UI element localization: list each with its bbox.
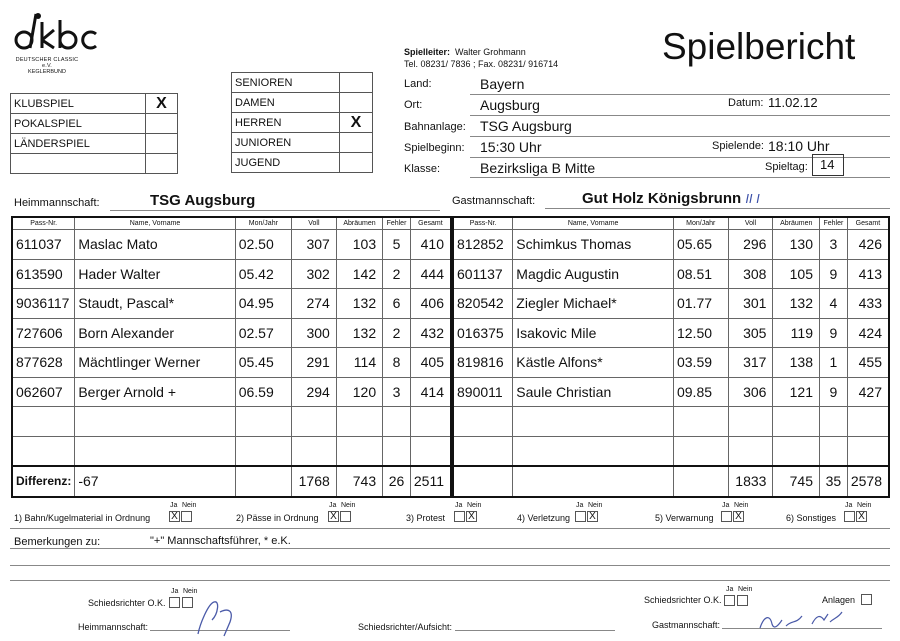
voll-cell: 317 <box>728 348 773 378</box>
gesamt-cell: 413 <box>847 259 889 289</box>
gesamt-cell: 432 <box>410 318 451 348</box>
monjahr-cell <box>235 436 291 466</box>
abr-cell: 105 <box>773 259 820 289</box>
gast-player-row <box>453 377 889 407</box>
check-label: 3) Protest <box>406 513 446 523</box>
diff-value: -67 <box>75 466 235 497</box>
name-cell: Ziegler Michael* <box>513 289 674 319</box>
land-value: Bayern <box>480 76 525 92</box>
name-cell: Staudt, Pascal* <box>75 289 235 319</box>
col-fehler: Fehler <box>383 217 411 230</box>
gast-header-row <box>453 217 889 230</box>
nein-checkbox[interactable]: X <box>587 511 598 522</box>
abr-cell <box>773 436 820 466</box>
col-voll: Voll <box>291 217 336 230</box>
klasse-row: DAMEN <box>232 93 373 113</box>
gesamt-cell <box>847 407 889 437</box>
monjahr-cell: 05.45 <box>235 348 291 378</box>
klasse-mark <box>340 93 373 113</box>
fehler-cell: 3 <box>819 230 847 260</box>
abr-cell: 132 <box>773 289 820 319</box>
heim-player-row <box>12 289 451 319</box>
fehler-cell: 6 <box>383 289 411 319</box>
col-abr: Abräumen <box>336 217 382 230</box>
monjahr-cell: 12.50 <box>673 318 728 348</box>
bemerkungen-label: Bemerkungen zu: <box>14 536 101 548</box>
abr-cell <box>773 407 820 437</box>
name-cell: Born Alexander <box>75 318 235 348</box>
gast-total-row <box>453 466 889 497</box>
pass-nr-cell: 062607 <box>12 377 75 407</box>
gesamt-cell: 455 <box>847 348 889 378</box>
gast-player-row <box>453 407 889 437</box>
ja-checkbox[interactable]: X <box>169 511 180 522</box>
gesamt-cell: 405 <box>410 348 451 378</box>
col-name: Name, Vorname <box>75 217 235 230</box>
klasse-mark <box>340 153 373 173</box>
heim-total-row <box>12 466 451 497</box>
heim-total-fehler: 26 <box>383 466 411 497</box>
nein-label: Nein <box>738 586 753 593</box>
voll-cell <box>728 407 773 437</box>
pass-nr-cell: 611037 <box>12 230 75 260</box>
monjahr-cell: 08.51 <box>673 259 728 289</box>
gast-team-name: Gut Holz Königsbrunn <box>582 190 742 207</box>
spielart-mark <box>146 154 178 174</box>
spielart-mark <box>146 134 178 154</box>
monjahr-cell: 06.59 <box>235 377 291 407</box>
spielart-mark <box>146 114 178 134</box>
spielart-mark: X <box>146 94 178 114</box>
gast-player-row <box>453 436 889 466</box>
nein-checkbox[interactable]: X <box>856 511 867 522</box>
aufsicht-sign-label: Schiedsrichter/Aufsicht: <box>358 622 453 632</box>
anlagen-label: Anlagen <box>822 595 856 605</box>
gast-player-row <box>453 318 889 348</box>
gesamt-cell: 426 <box>847 230 889 260</box>
gast-team-suffix: II I <box>745 191 760 206</box>
heim-sign-label: Heimmannschaft: <box>78 622 149 632</box>
klasse-mark <box>340 73 373 93</box>
nein-label: Nein <box>734 502 749 509</box>
gast-total-fehler: 35 <box>819 466 847 497</box>
nein-label: Nein <box>857 502 872 509</box>
fehler-cell <box>819 436 847 466</box>
klasse-mark: X <box>340 113 373 133</box>
fehler-cell: 9 <box>819 318 847 348</box>
name-cell: Magdic Augustin <box>513 259 674 289</box>
ja-label: Ja <box>576 502 584 509</box>
nein-checkbox[interactable] <box>340 511 351 522</box>
gast-total-voll: 1833 <box>728 466 773 497</box>
fehler-cell <box>819 407 847 437</box>
gesamt-cell: 427 <box>847 377 889 407</box>
gast-player-row <box>453 348 889 378</box>
heim-player-row <box>12 377 451 407</box>
datum-label: Datum: <box>728 97 764 109</box>
voll-cell: 301 <box>728 289 773 319</box>
monjahr-cell: 02.50 <box>235 230 291 260</box>
voll-cell: 274 <box>291 289 336 319</box>
gesamt-cell <box>847 436 889 466</box>
pass-nr-cell <box>453 436 513 466</box>
monjahr-cell: 01.77 <box>673 289 728 319</box>
klasse-value: Bezirksliga B Mitte <box>480 160 596 176</box>
voll-cell <box>291 436 336 466</box>
ort-label: Ort: <box>404 99 423 111</box>
check-label: 1) Bahn/Kugelmaterial in Ordnung <box>14 513 151 523</box>
name-cell: Isakovic Mile <box>513 318 674 348</box>
abr-cell <box>336 436 382 466</box>
col-pass: Pass-Nr. <box>453 217 513 230</box>
spielleiter-contact: Tel. 08231/ 7836 ; Fax. 08231/ 916714 <box>404 59 559 69</box>
kegel-logo-icon <box>12 10 102 52</box>
monjahr-cell: 04.95 <box>235 289 291 319</box>
voll-cell: 307 <box>291 230 336 260</box>
ja-label: Ja <box>170 502 178 509</box>
abr-cell: 142 <box>336 259 382 289</box>
col-gesamt: Gesamt <box>847 217 889 230</box>
heim-player-row <box>12 348 451 378</box>
monjahr-cell: 02.57 <box>235 318 291 348</box>
voll-cell: 305 <box>728 318 773 348</box>
ja-label: Ja <box>722 502 730 509</box>
fehler-cell: 3 <box>383 377 411 407</box>
heim-total-voll: 1768 <box>291 466 336 497</box>
abr-cell <box>336 407 382 437</box>
gast-score-table <box>452 216 890 498</box>
fehler-cell: 8 <box>383 348 411 378</box>
gesamt-cell: 410 <box>410 230 451 260</box>
heim-signature-icon <box>190 594 250 638</box>
klasse-row: SENIOREN <box>232 73 373 93</box>
gesamt-cell: 406 <box>410 289 451 319</box>
nein-checkbox[interactable]: X <box>733 511 744 522</box>
pass-nr-cell <box>12 407 75 437</box>
col-name: Name, Vorname <box>513 217 674 230</box>
ja-label: Ja <box>171 588 179 595</box>
fehler-cell <box>383 436 411 466</box>
col-fehler: Fehler <box>819 217 847 230</box>
name-cell <box>513 407 674 437</box>
schiri-ok-label-left: Schiedsrichter O.K. <box>88 598 166 608</box>
heim-header-row <box>12 217 451 230</box>
abr-cell: 130 <box>773 230 820 260</box>
voll-cell: 302 <box>291 259 336 289</box>
name-cell <box>75 436 235 466</box>
name-cell: Berger Arnold + <box>75 377 235 407</box>
fehler-cell: 1 <box>819 348 847 378</box>
monjahr-cell: 05.65 <box>673 230 728 260</box>
col-monjahr: Mon/Jahr <box>235 217 291 230</box>
pass-nr-cell: 9036117 <box>12 289 75 319</box>
spielbeginn-value: 15:30 Uhr <box>480 139 542 155</box>
bemerkungen-text: "+" Mannschaftsführer, * e.K. <box>150 535 291 547</box>
nein-label: Nein <box>341 502 356 509</box>
ja-checkbox[interactable] <box>575 511 586 522</box>
col-abr: Abräumen <box>773 217 820 230</box>
check-label: 2) Pässe in Ordnung <box>236 513 319 523</box>
check-label: 5) Verwarnung <box>655 513 714 523</box>
nein-checkbox[interactable]: X <box>466 511 477 522</box>
pass-nr-cell: 820542 <box>453 289 513 319</box>
heim-player-row <box>12 318 451 348</box>
name-cell: Maslac Mato <box>75 230 235 260</box>
monjahr-cell <box>673 436 728 466</box>
klasse-mark <box>340 133 373 153</box>
name-cell: Kästle Alfons* <box>513 348 674 378</box>
abr-cell: 132 <box>336 289 382 319</box>
gast-player-row <box>453 289 889 319</box>
gast-player-row <box>453 259 889 289</box>
pass-nr-cell: 601137 <box>453 259 513 289</box>
voll-cell: 294 <box>291 377 336 407</box>
pass-nr-cell: 877628 <box>12 348 75 378</box>
spielart-row: POKALSPIEL <box>11 114 178 134</box>
gesamt-cell <box>410 436 451 466</box>
ja-label: Ja <box>329 502 337 509</box>
spielleiter-label: Spielleiter: <box>404 47 451 57</box>
spieltag-value: 14 <box>820 157 835 172</box>
ja-checkbox[interactable] <box>844 511 855 522</box>
page-title: Spielbericht <box>662 26 856 67</box>
gast-signature-icon <box>756 606 846 636</box>
spielart-row: LÄNDERSPIEL <box>11 134 178 154</box>
klasse-label: Klasse: <box>404 163 441 175</box>
voll-cell: 300 <box>291 318 336 348</box>
monjahr-cell: 03.59 <box>673 348 728 378</box>
spielende-label: Spielende: <box>712 140 764 152</box>
gast-label: Gastmannschaft: <box>452 195 536 207</box>
voll-cell <box>728 436 773 466</box>
heim-player-row <box>12 436 451 466</box>
spielleiter-line <box>404 47 526 57</box>
abr-cell: 103 <box>336 230 382 260</box>
logo-line1: DEUTSCHER CLASSIC e.V. <box>15 57 79 69</box>
monjahr-cell: 09.85 <box>673 377 728 407</box>
ja-checkbox[interactable] <box>454 511 465 522</box>
anlagen-checkbox[interactable] <box>861 594 872 605</box>
fehler-cell: 2 <box>383 259 411 289</box>
land-label: Land: <box>404 78 432 90</box>
bahnanlage-value: TSG Augsburg <box>480 118 572 134</box>
pass-nr-cell: 016375 <box>453 318 513 348</box>
name-cell: Saule Christian <box>513 377 674 407</box>
logo-line2: KEGLERBUND <box>28 69 66 75</box>
check-label: 4) Verletzung <box>517 513 571 523</box>
name-cell: Schimkus Thomas <box>513 230 674 260</box>
fehler-cell: 4 <box>819 289 847 319</box>
abr-cell: 119 <box>773 318 820 348</box>
schiri-ok-ja-right[interactable] <box>724 595 735 606</box>
gast-total-abr: 745 <box>773 466 820 497</box>
heim-team: TSG Augsburg <box>150 192 256 209</box>
gesamt-cell: 414 <box>410 377 451 407</box>
pass-nr-cell: 812852 <box>453 230 513 260</box>
fehler-cell: 2 <box>383 318 411 348</box>
gast-sign-label: Gastmannschaft: <box>652 620 721 630</box>
monjahr-cell: 05.42 <box>235 259 291 289</box>
monjahr-cell <box>235 407 291 437</box>
abr-cell: 114 <box>336 348 382 378</box>
pass-nr-cell <box>453 407 513 437</box>
voll-cell: 291 <box>291 348 336 378</box>
nein-label: Nein <box>183 588 198 595</box>
gesamt-cell: 433 <box>847 289 889 319</box>
spielbeginn-label: Spielbeginn: <box>404 142 465 154</box>
spielleiter-name: Walter Grohmann <box>455 47 526 57</box>
pass-nr-cell: 890011 <box>453 377 513 407</box>
klasse-row: HERREN X <box>232 113 373 133</box>
ja-label: Ja <box>845 502 853 509</box>
fehler-cell: 9 <box>819 259 847 289</box>
schiri-ok-label-right: Schiedsrichter O.K. <box>644 595 722 605</box>
klasse-row: JUNIOREN <box>232 133 373 153</box>
col-pass: Pass-Nr. <box>12 217 75 230</box>
spielart-box <box>10 93 178 174</box>
nein-label: Nein <box>467 502 482 509</box>
datum-value: 11.02.12 <box>768 95 818 110</box>
bahnanlage-label: Bahnanlage: <box>404 121 466 133</box>
klasse-options-box <box>231 72 373 173</box>
fehler-cell: 5 <box>383 230 411 260</box>
gast-team <box>582 190 760 207</box>
heim-total-gesamt: 2511 <box>410 466 451 497</box>
voll-cell <box>291 407 336 437</box>
voll-cell: 296 <box>728 230 773 260</box>
dkbc-logo <box>12 10 102 75</box>
gast-player-row <box>453 230 889 260</box>
heim-label: Heimmannschaft: <box>14 197 100 209</box>
nein-checkbox[interactable] <box>181 511 192 522</box>
spieltag-label: Spieltag: <box>765 161 808 173</box>
voll-cell: 308 <box>728 259 773 289</box>
ja-label: Ja <box>455 502 463 509</box>
gast-total-gesamt: 2578 <box>847 466 889 497</box>
gesamt-cell: 424 <box>847 318 889 348</box>
fehler-cell <box>383 407 411 437</box>
ort-value: Augsburg <box>480 97 540 113</box>
heim-score-table <box>11 216 452 498</box>
abr-cell: 132 <box>336 318 382 348</box>
pass-nr-cell: 819816 <box>453 348 513 378</box>
pass-nr-cell <box>12 436 75 466</box>
heim-player-row <box>12 259 451 289</box>
ja-checkbox[interactable] <box>721 511 732 522</box>
col-gesamt: Gesamt <box>410 217 451 230</box>
col-monjahr: Mon/Jahr <box>673 217 728 230</box>
check-label: 6) Sonstiges <box>786 513 837 523</box>
schiri-ok-ja-left[interactable] <box>169 597 180 608</box>
heim-total-abr: 743 <box>336 466 382 497</box>
ja-checkbox[interactable]: X <box>328 511 339 522</box>
col-voll: Voll <box>728 217 773 230</box>
spielart-row: KLUBSPIEL X <box>11 94 178 114</box>
name-cell: Hader Walter <box>75 259 235 289</box>
name-cell: Mächtlinger Werner <box>75 348 235 378</box>
schiri-ok-nein-right[interactable] <box>737 595 748 606</box>
pass-nr-cell: 727606 <box>12 318 75 348</box>
gesamt-cell: 444 <box>410 259 451 289</box>
abr-cell: 120 <box>336 377 382 407</box>
name-cell <box>75 407 235 437</box>
voll-cell: 306 <box>728 377 773 407</box>
spielende-value: 18:10 Uhr <box>768 138 830 154</box>
abr-cell: 121 <box>773 377 820 407</box>
heim-player-row <box>12 230 451 260</box>
ja-label: Ja <box>726 586 734 593</box>
heim-player-row <box>12 407 451 437</box>
gesamt-cell <box>410 407 451 437</box>
nein-label: Nein <box>182 502 197 509</box>
spielart-row <box>11 154 178 174</box>
fehler-cell: 9 <box>819 377 847 407</box>
monjahr-cell <box>673 407 728 437</box>
name-cell <box>513 436 674 466</box>
nein-label: Nein <box>588 502 603 509</box>
klasse-row: JUGEND <box>232 153 373 173</box>
abr-cell: 138 <box>773 348 820 378</box>
pass-nr-cell: 613590 <box>12 259 75 289</box>
diff-label: Differenz: <box>12 466 75 497</box>
